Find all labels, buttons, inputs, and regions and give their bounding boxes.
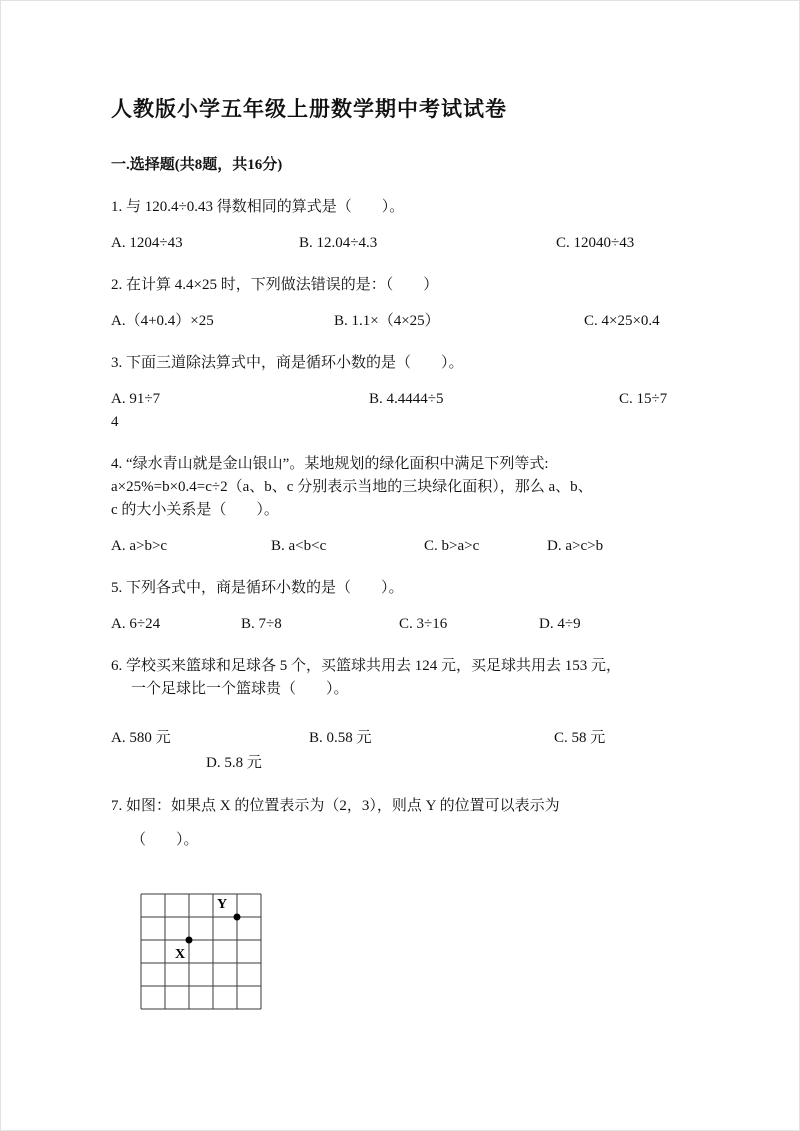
coordinate-grid-figure <box>137 880 277 1020</box>
question-2-options <box>111 310 689 333</box>
question-4-option-c: C. b>a>c <box>424 538 480 554</box>
question-4-option-d: D. a>c>b <box>547 538 604 554</box>
grid-lines <box>141 894 261 1009</box>
question-5-options <box>111 613 689 636</box>
question-5 <box>111 577 689 636</box>
question-1-option-b: B. 12.04÷4.3 <box>299 235 378 251</box>
question-6-option-c: C. 58 元 <box>554 730 606 746</box>
question-4-stem-line3: c 的大小关系是（ ）。 <box>111 502 279 518</box>
question-7-stem-line2: （ ）。 <box>131 832 199 848</box>
question-6-option-d: D. 5.8 元 <box>206 755 262 771</box>
question-2-stem: 2. 在计算 4.4×25 时，下列做法错误的是：（ ） <box>111 277 439 293</box>
question-3 <box>111 352 689 434</box>
question-3-option-a: A. 91÷7 <box>111 391 161 407</box>
question-6-options <box>111 727 689 750</box>
question-5-stem: 5. 下列各式中，商是循环小数的是（ ）。 <box>111 580 404 596</box>
question-4-stem <box>111 453 689 522</box>
question-7-stem-line1: 7. 如图：如果点 X 的位置表示为（2，3），则点 Y 的位置可以表示为 <box>111 798 560 814</box>
question-6-stem <box>111 655 689 701</box>
question-5-option-c: C. 3÷16 <box>399 616 448 632</box>
question-7-figure <box>137 880 689 1020</box>
question-3-options <box>111 388 689 411</box>
question-6-stem-line2: 一个足球比一个篮球贵（ ）。 <box>131 681 349 697</box>
question-2-option-b: B. 1.1×（4×25） <box>334 313 440 329</box>
question-6 <box>111 655 689 776</box>
question-4-stem-line1: 4. “绿水青山就是金山银山”。某地规划的绿化面积中满足下列等式: <box>111 456 549 472</box>
point-x-dot <box>186 937 193 944</box>
question-1 <box>111 196 689 255</box>
question-4-options <box>111 535 689 558</box>
question-1-options <box>111 232 689 255</box>
point-x-label: X <box>175 947 186 962</box>
question-5-option-d: D. 4÷9 <box>539 616 581 632</box>
question-5-option-b: B. 7÷8 <box>241 616 282 632</box>
question-1-stem: 1. 与 120.4÷0.43 得数相同的算式是（ ）。 <box>111 199 405 215</box>
question-7 <box>111 795 689 1020</box>
question-6-stem-line1: 6. 学校买来篮球和足球各 5 个，买篮球共用去 124 元，买足球共用去 153 元， <box>111 658 622 674</box>
point-y-label: Y <box>217 897 228 912</box>
question-2-option-c: C. 4×25×0.4 <box>584 313 660 329</box>
question-4 <box>111 453 689 558</box>
question-3-option-c-wrapped-digit: 4 <box>111 414 119 430</box>
point-y-dot <box>234 914 241 921</box>
question-1-option-c: C. 12040÷43 <box>556 235 635 251</box>
question-1-option-a: A. 1204÷43 <box>111 235 183 251</box>
page-title: 人教版小学五年级上册数学期中考试试卷 <box>111 97 507 121</box>
question-2-option-a: A.（4+0.4）×25 <box>111 313 214 329</box>
question-3-option-c: C. 15÷7 <box>619 391 668 407</box>
question-3-option-b: B. 4.4444÷5 <box>369 391 444 407</box>
section-heading: 一.选择题(共8题，共16分) <box>111 157 283 173</box>
question-4-stem-line2: a×25%=b×0.4=c÷2（a、b、c 分别表示当地的三块绿化面积），那么 a、b、 <box>111 479 593 495</box>
question-6-option-b: B. 0.58 元 <box>309 730 372 746</box>
question-4-option-b: B. a<b<c <box>271 538 327 554</box>
question-3-stem: 3. 下面三道除法算式中，商是循环小数的是（ ）。 <box>111 355 464 371</box>
question-5-option-a: A. 6÷24 <box>111 616 161 632</box>
question-6-option-a: A. 580 元 <box>111 730 171 746</box>
question-2 <box>111 274 689 333</box>
question-4-option-a: A. a>b>c <box>111 538 168 554</box>
